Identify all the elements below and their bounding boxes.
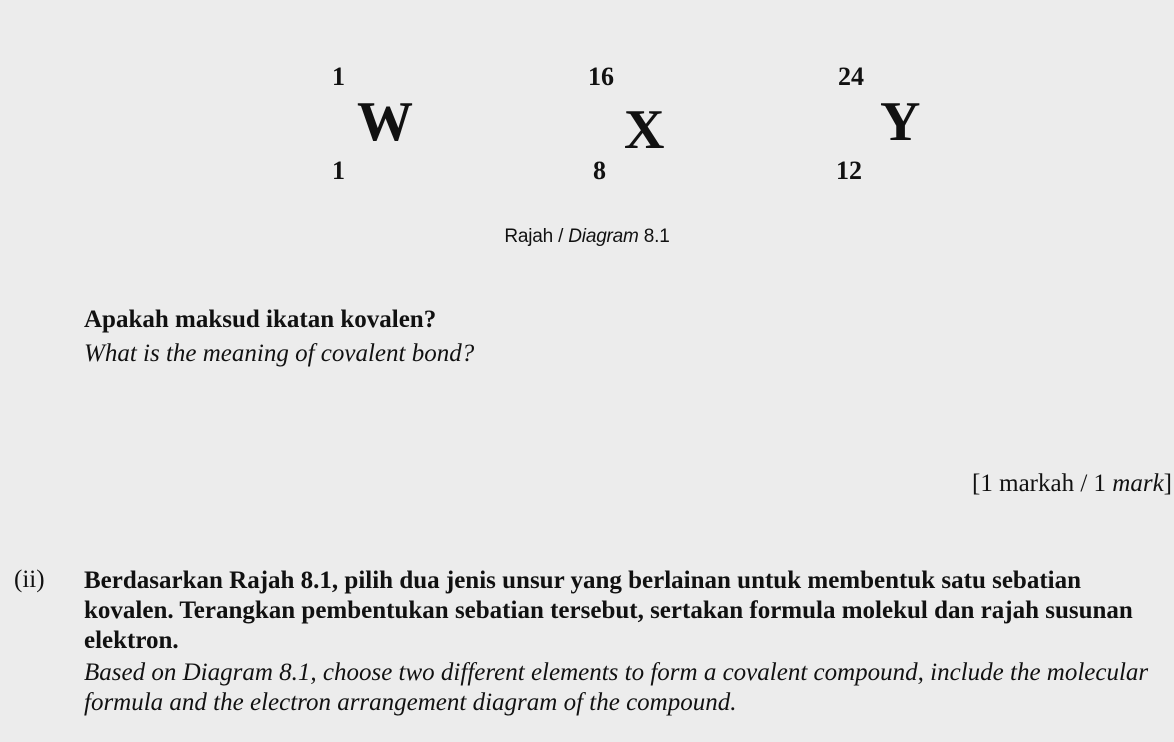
atomic-number-x: 8 bbox=[593, 156, 606, 185]
question-ii-malay: Berdasarkan Rajah 8.1, pilih dua jenis unsur yang berlainan untuk membentuk satu sebatian kovalen. Terangkan pembentukan sebatian tersebut, sertakan formula molekul dan rajah susunan elektron. bbox=[84, 567, 1133, 654]
question-i-malay: Apakah maksud ikatan kovalen? bbox=[84, 306, 437, 333]
question-i-english: What is the meaning of covalent bond? bbox=[84, 340, 475, 367]
atomic-number-w: 1 bbox=[332, 156, 345, 185]
caption-number: 8.1 bbox=[638, 226, 670, 247]
mark-prefix: [1 markah / 1 bbox=[972, 470, 1113, 497]
caption-italic: Diagram bbox=[568, 226, 639, 247]
mark-suffix: ] bbox=[1163, 470, 1172, 497]
mass-number-w: 1 bbox=[332, 62, 345, 91]
question-ii-label: (ii) bbox=[14, 566, 45, 593]
mark-italic: mark bbox=[1112, 470, 1164, 497]
diagram-caption bbox=[0, 226, 1174, 248]
question-ii bbox=[84, 566, 1170, 718]
mass-number-y: 24 bbox=[838, 62, 864, 91]
symbol-w: W bbox=[357, 91, 413, 153]
mass-number-x: 16 bbox=[588, 62, 614, 91]
caption-prefix: Rajah / bbox=[504, 226, 569, 247]
symbol-x: X bbox=[624, 99, 665, 161]
question-ii-english: Based on Diagram 8.1, choose two different elements to form a covalent compound, include the molecular formula and the electron arrangement diagram of the compound. bbox=[84, 659, 1149, 716]
mark-allocation bbox=[972, 470, 1172, 498]
symbol-y: Y bbox=[880, 91, 921, 153]
atomic-number-y: 12 bbox=[836, 156, 862, 185]
